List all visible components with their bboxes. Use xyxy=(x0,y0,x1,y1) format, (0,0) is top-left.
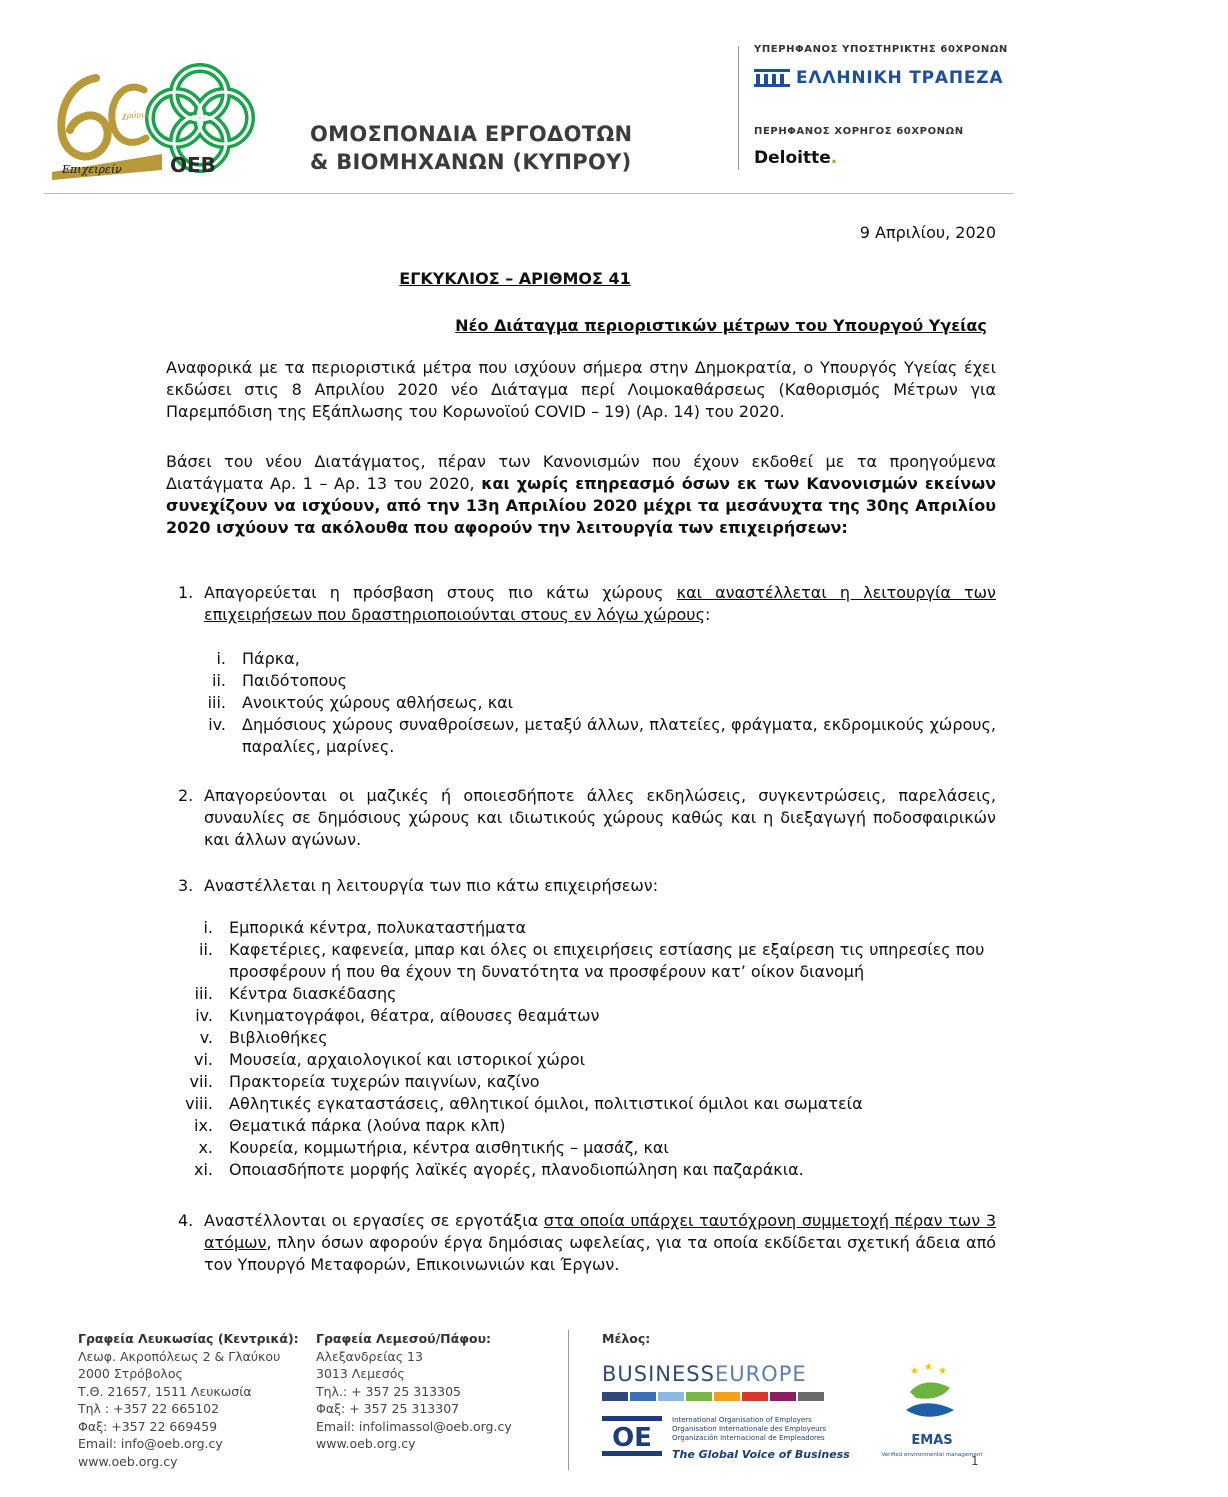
list-item xyxy=(194,1049,996,1071)
roman-number: ii. xyxy=(212,671,226,690)
emas-wave-icon xyxy=(906,1403,954,1417)
fax-line: Φαξ: +357 22 669459 xyxy=(78,1418,218,1434)
list-number: 3. xyxy=(178,876,194,895)
address-line: 2000 Στρόβολος xyxy=(78,1366,183,1381)
sublist-text: Παιδότοπους xyxy=(242,671,348,690)
list-item xyxy=(207,692,996,714)
list-number: 2. xyxy=(178,786,194,805)
list-item-2 xyxy=(178,785,996,851)
item4-plain: Αναστέλλονται οι εργασίες σε εργοτάξια xyxy=(204,1211,544,1230)
roman-number: viii. xyxy=(185,1094,213,1113)
list-item xyxy=(194,1115,996,1137)
item1-underlined: και αναστέλλεται η λειτουργία των επιχειρήσεων που δραστηριοποιούνται στους εν λόγω χώρους xyxy=(204,583,996,624)
svg-text:★: ★ xyxy=(938,1366,947,1377)
list-item xyxy=(194,983,996,1005)
supporter-name: ΕΛΛΗΝΙΚΗ ΤΡΑΠΕΖΑ xyxy=(796,68,1004,88)
logo-brand: OEB xyxy=(170,153,216,177)
email-line: Email: info@oeb.org.cy xyxy=(78,1436,223,1451)
be-part1: BUSINESS xyxy=(602,1362,715,1386)
footer-divider xyxy=(568,1330,569,1470)
website-line: www.oeb.org.cy xyxy=(316,1436,416,1451)
phone-line: Τηλ : +357 22 665102 xyxy=(78,1401,220,1416)
subject-title: Νέο Διάταγμα περιοριστικών μέτρων του Υπουργού Υγείας xyxy=(455,316,987,335)
sublist-text: Κέντρα διασκέδασης xyxy=(229,984,397,1003)
sublist-text: Κινηματογράφοι, θέατρα, αίθουσες θεαμάτων xyxy=(229,1006,600,1025)
email-line: Email: infolimassol@oeb.org.cy xyxy=(316,1418,512,1434)
emas-label: EMAS xyxy=(911,1433,953,1448)
roman-number: iv. xyxy=(195,1006,213,1025)
intro-paragraph: Αναφορικά με τα περιοριστικά μέτρα που ισχύουν σήμερα στην Δημοκρατία, ο Υπουργός Υγείας έχει εκδώσει στις 8 Απριλίου 2020 νέο Διάταγμα περί Λοιμοκαθάρσεως (Καθορισμός Μέτρων για Παρεμπόδιση της Εξάπλωσης του Κορωνοϊού COVID – 19) (Αρ. 14) του 2020. xyxy=(166,358,996,421)
sponsor-dot: . xyxy=(830,148,838,168)
sublist-text: Πρακτορεία τυχερών παιγνίων, καζίνο xyxy=(229,1072,540,1091)
list-number: 1. xyxy=(178,583,194,602)
item3-sublist xyxy=(185,917,996,1181)
list-item-1 xyxy=(178,582,996,626)
org-name-line2: & ΒΙΟΜΗΧΑΝΩΝ (ΚΥΠΡΟΥ) xyxy=(310,150,632,174)
sublist-text: Κουρεία, κομμωτήρια, κέντρα αισθητικής – μασάζ, και xyxy=(229,1138,669,1157)
eu-stars-icon xyxy=(910,1362,947,1377)
list-item xyxy=(212,670,996,692)
ioe-name-fr: Organisation Internationale des Employeurs xyxy=(672,1425,827,1433)
businesseurope-logo xyxy=(602,1362,807,1386)
item1-tail: : xyxy=(704,605,711,624)
roman-number: x. xyxy=(198,1138,213,1157)
document-date: 9 Απριλίου, 2020 xyxy=(859,223,996,242)
sublist-text: Θεματικά πάρκα (λούνα παρκ κλπ) xyxy=(229,1116,506,1135)
deloitte-logo xyxy=(754,148,837,168)
address-line: Λεωφ. Ακροπόλεως 2 & Γλαύκου xyxy=(78,1348,281,1364)
item4-underlined: στα οποία υπάρχει ταυτόχρονη συμμετοχή πέραν των 3 ατόμων xyxy=(204,1211,996,1252)
sublist-text: Αθλητικές εγκαταστάσεις, αθλητικοί όμιλοι, πολιτιστικοί όμιλοι και σωματεία xyxy=(229,1094,863,1113)
roman-number: ii. xyxy=(199,940,213,959)
address-line: Τ.Θ. 21657, 1511 Λευκωσία xyxy=(78,1383,252,1399)
ioe-name-en: International Organisation of Employers xyxy=(672,1416,812,1424)
businesseurope-color-bar xyxy=(602,1392,826,1401)
scope-bold: και χωρίς επηρεασμό όσων εκ των Κανονισμών εκείνων συνεχίζουν να ισχύουν, από την 13η Απριλίου 2020 μέχρι τα μεσάνυχτα της 30ης Απριλίου 2020 ισχύουν τα ακόλουθα που αφορούν την λειτουργία των επιχειρήσεων: xyxy=(166,474,996,537)
list-item xyxy=(216,648,996,670)
sublist-text: Μουσεία, αρχαιολογικοί και ιστορικοί χώροι xyxy=(229,1050,586,1069)
emas-sub: Verified environmental management xyxy=(881,1452,983,1458)
footer-limassol xyxy=(316,1330,512,1453)
color-swatch xyxy=(798,1392,824,1401)
roman-number: i. xyxy=(216,649,226,668)
phone-line: Τηλ.: + 357 25 313305 xyxy=(316,1383,461,1399)
roman-number: iv. xyxy=(208,715,226,734)
item3-text: Αναστέλλεται η λειτουργία των πιο κάτω επιχειρήσεων: xyxy=(204,876,659,895)
limassol-heading: Γραφεία Λεμεσού/Πάφου: xyxy=(316,1331,492,1346)
list-item-4 xyxy=(178,1210,996,1276)
color-swatch xyxy=(770,1392,796,1401)
color-swatch xyxy=(686,1392,712,1401)
list-item xyxy=(199,939,996,983)
be-part2: EUROPE xyxy=(714,1362,807,1386)
item2-text: Απαγορεύονται οι μαζικές ή οποιεσδήποτε άλλες εκδηλώσεις, συγκεντρώσεις, παρελάσεις, συναυλίες σε δημόσιους χώρους και ιδιωτικούς χώρους καθώς και η διεξαγωγή ποδοσφαιρικών και άλλων αγώνων. xyxy=(204,786,996,849)
emas-leaf-icon xyxy=(910,1382,950,1398)
nbg-logo xyxy=(754,68,1003,88)
header-rule xyxy=(44,193,1014,194)
address-line: Αλεξανδρείας 13 xyxy=(316,1348,423,1364)
sublist-text: Δημόσιους χώρους συναθροίσεων, μεταξύ άλλων, πλατείες, φράγματα, εκδρομικούς χώρους, παραλίες, μαρίνες. xyxy=(242,715,996,756)
logo-slogan: Επιχειρείν xyxy=(62,163,122,176)
circular-title: ΕΓΚΥΚΛΙΟΣ – ΑΡΙΘΜΟΣ 41 xyxy=(399,269,631,288)
roman-number: v. xyxy=(199,1028,213,1047)
website-line: www.oeb.org.cy xyxy=(78,1453,178,1469)
color-swatch xyxy=(602,1392,628,1401)
sublist-text: Πάρκα, xyxy=(242,649,300,668)
nbg-emblem-icon xyxy=(754,69,790,87)
address-line: 3013 Λεμεσός xyxy=(316,1366,405,1381)
footer-nicosia xyxy=(78,1330,299,1470)
roman-number: ix. xyxy=(194,1116,213,1135)
org-name xyxy=(310,120,632,176)
sublist-text: Οποιασδήποτε μορφής λαϊκές αγορές, πλανοδιοπώληση και παζαράκια. xyxy=(229,1160,804,1179)
roman-number: vii. xyxy=(189,1072,213,1091)
logo-years-text: χρόνια xyxy=(122,111,150,120)
list-item xyxy=(199,1027,996,1049)
ioe-logo xyxy=(602,1414,664,1458)
oeb-60-years-logo xyxy=(52,60,272,180)
ioe-logo-text: OE xyxy=(612,1423,652,1453)
list-item xyxy=(208,714,996,758)
page-number: 1 xyxy=(971,1454,979,1468)
roman-number: xi. xyxy=(194,1160,213,1179)
header-divider xyxy=(738,46,739,170)
ioe-names xyxy=(672,1416,826,1443)
color-swatch xyxy=(658,1392,684,1401)
emas-logo xyxy=(881,1362,983,1470)
sponsor-name: Deloitte xyxy=(754,148,831,168)
color-swatch xyxy=(630,1392,656,1401)
sublist-text: Καφετέριες, καφενεία, μπαρ και όλες οι επιχειρήσεις εστίασης με εξαίρεση τις υπηρεσίες που προσφέρουν ή που θα έχουν τη δυνατότητα να προσφέρουν κατ’ οίκον διανομή xyxy=(229,940,985,981)
roman-number: i. xyxy=(203,918,213,937)
color-swatch xyxy=(742,1392,768,1401)
org-name-line1: ΟΜΟΣΠΟΝΔΙΑ ΕΡΓΟΔΟΤΩΝ xyxy=(310,122,633,146)
ioe-tagline: The Global Voice of Business xyxy=(672,1448,850,1461)
nicosia-heading: Γραφεία Λευκωσίας (Κεντρικά): xyxy=(78,1331,299,1346)
list-number: 4. xyxy=(178,1211,194,1230)
item1-sublist xyxy=(207,648,996,758)
scope-plain: Βάσει του νέου Διατάγματος, πέραν των Κανονισμών που έχουν εκδοθεί με τα προηγούμενα Διατάγματα Αρ. 1 – Αρ. 13 του 2020, xyxy=(166,452,996,493)
list-item xyxy=(203,917,996,939)
list-item xyxy=(185,1093,996,1115)
roman-number: iii. xyxy=(194,984,213,1003)
list-item-3 xyxy=(178,875,996,897)
sublist-text: Ανοικτούς χώρους αθλήσεως, και xyxy=(242,693,514,712)
sublist-text: Εμπορικά κέντρα, πολυκαταστήματα xyxy=(229,918,526,937)
list-item xyxy=(198,1137,996,1159)
member-label xyxy=(602,1330,650,1348)
ioe-name-es: Organización Internacional de Empleadores xyxy=(672,1434,825,1442)
list-item xyxy=(195,1005,996,1027)
svg-text:★: ★ xyxy=(924,1362,933,1373)
fax-line: Φαξ: + 357 25 313307 xyxy=(316,1401,460,1416)
sponsor-caption: ΠΕΡΗΦΑΝΟΣ ΧΟΡΗΓΟΣ 60ΧΡΟΝΩΝ xyxy=(754,126,964,137)
sublist-text: Βιβλιοθήκες xyxy=(229,1028,328,1047)
item4-tail: , πλην όσων αφορούν έργα δημόσιας ωφελείας, για τα οποία εκδίδεται σχετική άδεια από τον Υπουργό Μεταφορών, Επικοινωνιών και Έργων. xyxy=(204,1233,996,1274)
list-item xyxy=(194,1159,996,1181)
supporter-caption: ΥΠΕΡΗΦΑΝΟΣ ΥΠΟΣΤΗΡΙΚΤΗΣ 60ΧΡΟΝΩΝ xyxy=(754,44,1008,55)
roman-number: iii. xyxy=(207,693,226,712)
svg-text:★: ★ xyxy=(910,1366,919,1377)
item1-plain: Απαγορεύεται η πρόσβαση στους πιο κάτω χώρους xyxy=(204,583,677,602)
color-swatch xyxy=(714,1392,740,1401)
scope-paragraph xyxy=(166,451,996,539)
list-item xyxy=(189,1071,996,1093)
roman-number: vi. xyxy=(194,1050,213,1069)
member-label-text: Μέλος: xyxy=(602,1331,651,1346)
